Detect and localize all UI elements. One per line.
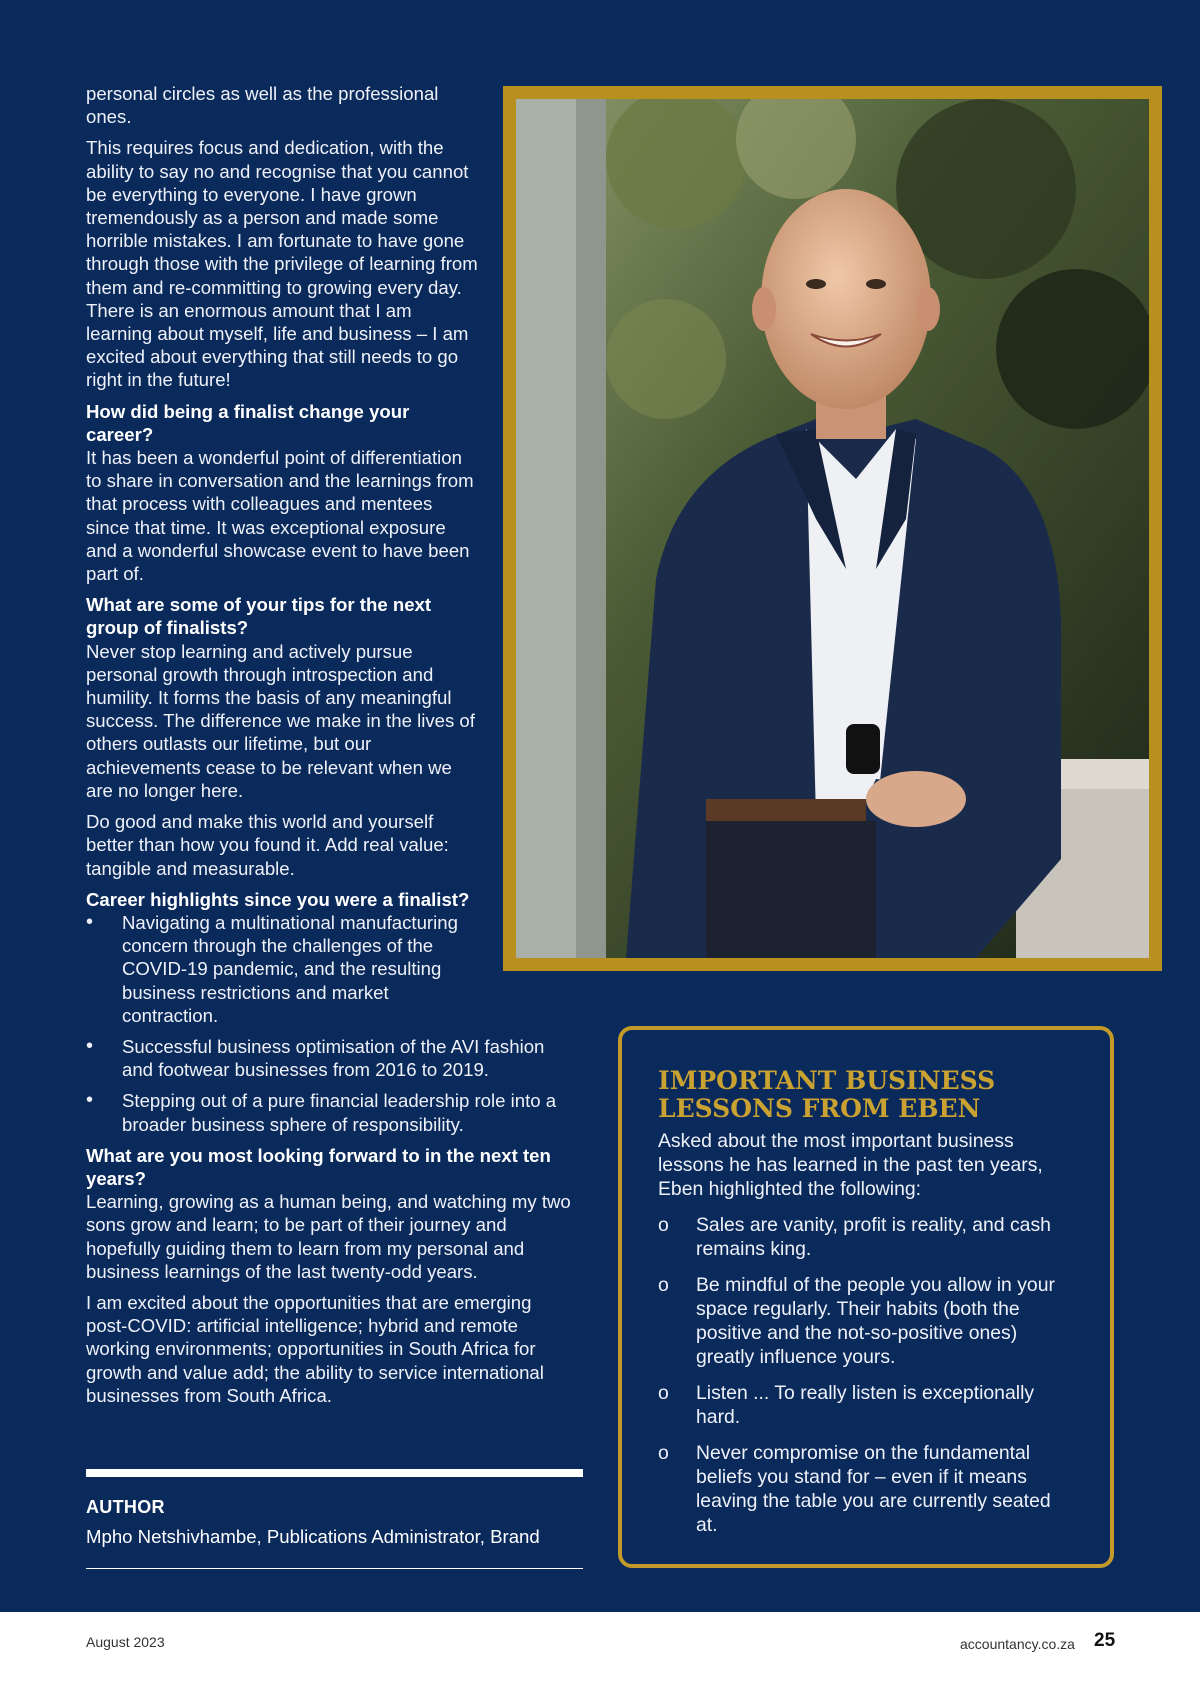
- list-item: [658, 1273, 1074, 1369]
- list-marker: o: [658, 1274, 669, 1296]
- list-item: [658, 1213, 1074, 1261]
- answer-paragraph: Never stop learning and actively pursue personal growth through introspection and humility. It forms the basis of any meaningful success. The difference we make in the lives of others outlasts our lifetime, but our achievements cease to be relevant when we are no longer here.: [86, 640, 475, 801]
- answer-paragraph: It has been a wonderful point of differentiation to share in conversation and the learnings from that process with colleagues and mentees since that time. It was exceptional exposure and a wonderful showcase event to have been part of.: [86, 447, 474, 585]
- author-name: Mpho Netshivhambe, Publications Administrator, Brand: [86, 1526, 540, 1547]
- lesson-text: Never compromise on the fundamental beliefs you stand for – even if it means leaving the table you are currently seated at.: [696, 1442, 1051, 1536]
- list-item: • Successful business optimisation of the AVI fashion and footwear businesses from 2016 to 2019.: [86, 1035, 576, 1081]
- lesson-text: Be mindful of the people you allow in your space regularly. Their habits (both the positive and the not-so-positive ones) greatly influence yours.: [696, 1274, 1055, 1368]
- question-heading: What are some of your tips for the next group of finalists?: [86, 594, 432, 639]
- page-number: 25: [1094, 1630, 1116, 1651]
- list-marker: o: [658, 1214, 669, 1236]
- paragraph: This requires focus and dedication, with the ability to say no and recognise that you cannot be everything to everyone. I have grown tremendously as a person and made some horrible mistakes. I am fortunate to have gone through those with the privilege of learning from them and re-committing to growing every day. There is an enormous amount that I am learning about myself, life and business – I am excited about everything that still needs to go right in the future!: [86, 137, 478, 391]
- list-item: [658, 1381, 1074, 1429]
- list-item: • Stepping out of a pure financial leadership role into a broader business sphere of responsibility.: [86, 1089, 576, 1135]
- lessons-title: IMPORTANT BUSINESS LESSONS FROM EBEN: [658, 1066, 996, 1123]
- lesson-text: Listen ... To really listen is exceptionally hard.: [696, 1382, 1035, 1428]
- question-heading: How did being a finalist change your career?: [86, 400, 410, 445]
- portrait-illustration: [516, 99, 1149, 958]
- author-divider-bottom: [86, 1568, 583, 1569]
- question-heading: Career highlights since you were a finalist?: [86, 888, 470, 910]
- portrait-photo: [503, 86, 1162, 971]
- question-heading: What are you most looking forward to in the next ten years?: [86, 1144, 551, 1189]
- list-marker: o: [658, 1442, 669, 1464]
- lesson-text: Sales are vanity, profit is reality, and cash remains king.: [696, 1214, 1051, 1260]
- lessons-list: [658, 1213, 1074, 1537]
- author-label: AUTHOR: [86, 1497, 165, 1517]
- answer-paragraph: Do good and make this world and yourself better than how you found it. Add real value: tangible and measurable.: [86, 811, 449, 879]
- footer-date: August 2023: [86, 1634, 165, 1650]
- list-marker: o: [658, 1382, 669, 1404]
- list-item: [658, 1441, 1074, 1537]
- footer-website: accountancy.co.za: [960, 1636, 1075, 1652]
- lessons-box: [618, 1026, 1114, 1568]
- list-item: • Navigating a multinational manufacturing concern through the challenges of the COVID-19 pandemic, and the resulting business restrictions and market contraction.: [86, 911, 478, 1027]
- answer-paragraph: I am excited about the opportunities that are emerging post-COVID: artificial intelligence; hybrid and remote working environments; opportunities in South Africa for growth and value add; the ability to service international businesses from South Africa.: [86, 1291, 544, 1406]
- answer-paragraph: Learning, growing as a human being, and watching my two sons grow and learn; to be part of their journey and hopefully guiding them to learn from my personal and business learnings of the last twenty-odd years.: [86, 1191, 571, 1282]
- lessons-intro: Asked about the most important business lessons he has learned in the past ten years, Eben highlighted the following:: [658, 1130, 1043, 1200]
- author-divider-top: [86, 1469, 583, 1477]
- paragraph: personal circles as well as the professional ones.: [86, 83, 439, 128]
